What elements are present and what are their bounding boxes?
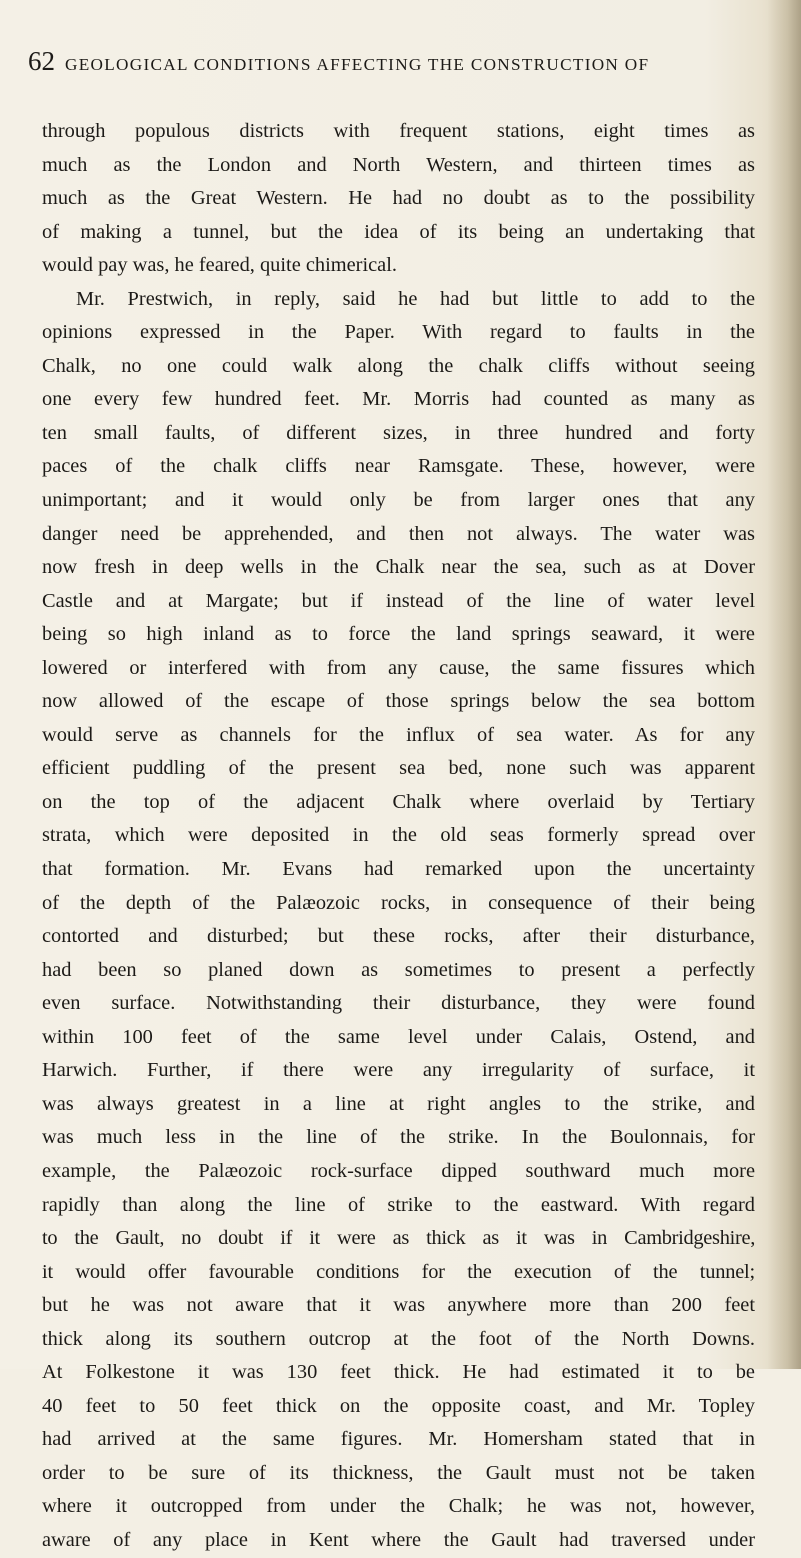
text-line: much as the Great Western. He had no doubt as to the possibility [42,187,755,210]
text-line: opinions expressed in the Paper. With regard to faults in the [42,321,755,344]
text-line: example, the Palæozoic rock-surface dipped southward much more [42,1159,755,1182]
text-line: danger need be apprehended, and then not always. The water was [42,522,755,545]
text-line: At Folkestone it was 130 feet thick. He had estimated it to be [42,1361,755,1384]
text-line: strata, which were deposited in the old seas formerly spread over [42,824,755,847]
text-line: paces of the chalk cliffs near Ramsgate. These, however, were [42,455,755,478]
text-line: it would offer favourable conditions for the execution of the tunnel; [42,1260,755,1283]
text-line: lowered or interfered with from any cause, the same fissures which [42,656,755,679]
body-text [42,115,755,1558]
text-line: within 100 feet of the same level under Calais, Ostend, and [42,1025,755,1048]
text-line: now allowed of the escape of those springs below the sea bottom [42,690,755,713]
text-line: much as the London and North Western, and thirteen times as [42,153,755,176]
running-head: GEOLOGICAL CONDITIONS AFFECTING THE CONSTRUCTION OF [65,55,650,74]
text-line: but he was not aware that it was anywhere more than 200 feet [42,1294,755,1317]
text-line: Castle and at Margate; but if instead of the line of water level [42,589,755,612]
text-line: would pay was, he feared, quite chimerical. [42,254,397,277]
text-line: to the Gault, no doubt if it were as thick as it was in Cambridgeshire, [42,1227,755,1250]
text-line: was much less in the line of the strike. In the Boulonnais, for [42,1126,755,1149]
text-line: through populous districts with frequent stations, eight times as [42,120,755,142]
text-line: 40 feet to 50 feet thick on the opposite coast, and Mr. Topley [42,1394,755,1417]
text-line: unimportant; and it would only be from larger ones that any [42,489,755,512]
text-line: rapidly than along the line of strike to the eastward. With regard [42,1193,755,1216]
text-line: order to be sure of its thickness, the Gault must not be taken [42,1461,755,1484]
text-line: had been so planed down as sometimes to present a perfectly [42,958,755,981]
text-line: of making a tunnel, but the idea of its being an undertaking that [42,220,755,243]
text-line: contorted and disturbed; but these rocks, after their disturbance, [42,925,755,948]
text-line: on the top of the adjacent Chalk where overlaid by Tertiary [42,790,755,813]
page-number: 62 [28,46,55,76]
text-line: being so high inland as to force the land springs seaward, it were [42,623,755,646]
page-header [28,46,788,77]
text-line: efficient puddling of the present sea bed, none such was apparent [42,757,755,780]
text-line: thick along its southern outcrop at the foot of the North Downs. [42,1327,755,1350]
text-line: that formation. Mr. Evans had remarked upon the uncertainty [42,858,755,881]
text-line: Mr. Prestwich, in reply, said he had but little to add to the [76,287,755,310]
text-line: one every few hundred feet. Mr. Morris had counted as many as [42,388,755,411]
text-line: ten small faults, of different sizes, in three hundred and forty [42,421,755,444]
text-line: of the depth of the Palæozoic rocks, in consequence of their being [42,891,755,914]
text-line: even surface. Notwithstanding their disturbance, they were found [42,992,755,1015]
page-edge-shadow [767,0,801,1369]
text-line: Harwich. Further, if there were any irregularity of surface, it [42,1059,755,1082]
text-line: now fresh in deep wells in the Chalk near the sea, such as at Dover [42,556,755,579]
text-line: had arrived at the same figures. Mr. Homersham stated that in [42,1428,755,1451]
text-line: Chalk, no one could walk along the chalk cliffs without seeing [42,354,755,377]
text-line: where it outcropped from under the Chalk; he was not, however, [42,1495,755,1518]
text-line: would serve as channels for the influx of sea water. As for any [42,723,755,746]
text-line: was always greatest in a line at right angles to the strike, and [42,1092,755,1115]
text-line: aware of any place in Kent where the Gault had traversed under [42,1528,755,1551]
